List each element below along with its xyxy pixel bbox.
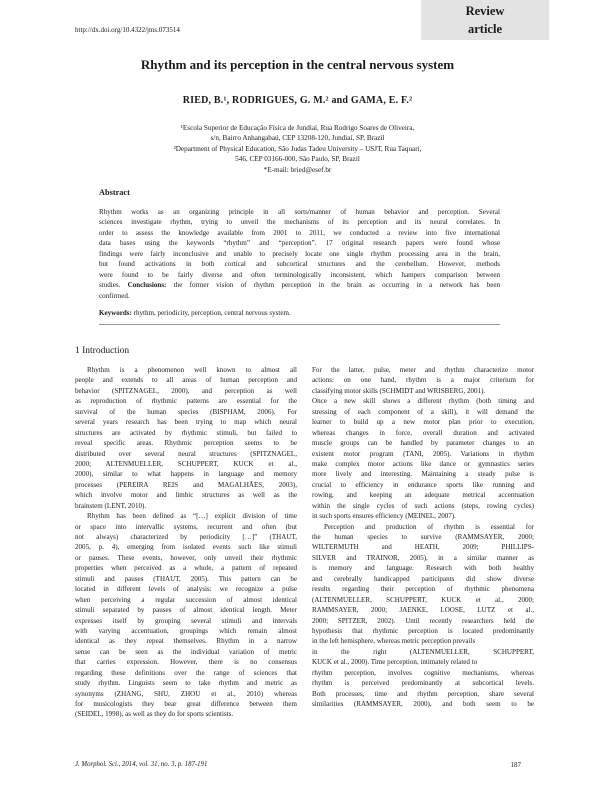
abstract-line: confirmed.	[99, 291, 130, 300]
keywords-list: rhythm, periodicity, perception, central nervous system.	[133, 309, 291, 317]
body-text-line: whereas changes in force, overall duration and activated	[312, 428, 534, 437]
body-text-line: hypothesis that rhythmic perception is located predominantly	[312, 626, 534, 635]
body-text-line: is memory and language. Research with both healthy	[312, 564, 534, 573]
body-text-line: rowing, and keeping an adequate metrical accentuation	[312, 491, 534, 500]
left-column	[75, 365, 297, 720]
body-text-line: classifying motor skills (SCHMIDT and WRISBERG, 2001).	[312, 386, 486, 395]
body-text-line: as reproduction of rhythmic patterns are essential for the	[75, 397, 297, 406]
body-text-line: not always) characterized by periodicity […]” (THAUT,	[75, 533, 297, 541]
body-text-line: (ALTENMUELLER, SCHUPPERT, KUCK et al., 2000;	[312, 595, 534, 604]
body-text-line: and cerebrally handicapped participants did show diverse	[312, 574, 534, 583]
body-text-line: make complex motor actions like dance or gymnastics series	[312, 459, 534, 468]
body-text-line: which involve motor and limbic structures as well as the	[75, 491, 297, 500]
affiliation-line: ²Department of Physical Education, São Judas Tadeu University – USJT, Rua Taquari,	[173, 144, 422, 153]
body-text-line: within the single cycles of such actions (steps, rowing cycles)	[312, 501, 534, 510]
doi[interactable]: http://dx.doi.org/10.4322/jms.073514	[75, 26, 180, 34]
abstract-line: data bases using the keywords “rhythm” and “perception”. 17 original research papers were found whose	[99, 239, 500, 248]
body-text-line: that carries expression. However, there is no consensus	[75, 658, 297, 667]
body-text-line: existent motor program (TANI, 2005). Variations in rhythm	[312, 449, 534, 458]
abstract-body	[99, 207, 500, 301]
body-text-line: behavior (SPITZNAGEL, 2000), and perception as well	[75, 386, 297, 395]
body-text-line: for musicologists they bear great difference between them	[75, 700, 297, 708]
body-text-line: learner to build up a new motor plan prior to execution,	[312, 418, 534, 427]
body-text-line: survival of the human species (BISPHAM, 2006). For	[75, 407, 297, 416]
affiliation-line: 546, CEP 03166-000, São Paulo, SP, Brazil	[235, 155, 360, 164]
body-text-line: RAMMSAYER, 2000; JAENKE, LOOSE, LUTZ et al.,	[312, 606, 534, 615]
body-text-line: several years research has been trying to map which neural	[75, 418, 297, 427]
body-text-line: when perceiving a regular succession of almost identical	[75, 595, 297, 604]
footer-citation: J. Morphol. Sci., 2014, vol. 31, no. 3, p. 187-191	[75, 761, 208, 768]
body-text-line: people and extends to all areas of human perception and	[75, 376, 297, 385]
keywords	[99, 309, 291, 317]
article-type-line-2: article	[467, 22, 502, 36]
body-text-line: SILVER and TRAINOR, 2005), in a similar manner as	[312, 553, 534, 562]
body-text-line: synonyms (ZHANG, SHU, ZHOU et al., 2010) whereas	[75, 689, 297, 698]
abstract-line: order to assess the knowledge available from 2001 to 2011, we conducted a review into five international	[99, 228, 500, 237]
body-text-line: processes (PEREIRA REIS and MAGALHÃES, 2003),	[75, 480, 297, 489]
body-text-line: 2000; ALTENMUELLER, SCHUPPERT, KUCK et al.,	[75, 459, 297, 468]
affiliation-line: ¹Escola Superior de Educação Física de Jundiaí, Rua Rodrigo Soares de Oliveira,	[180, 124, 415, 132]
keywords-label: Keywords:	[99, 309, 132, 317]
body-text-line: Once a new skill shows a different rhythm (both timing and	[312, 397, 534, 406]
body-text-line: Rhythm is a phenomenon well known to almost all	[87, 366, 297, 374]
article-title: Rhythm and its perception in the central nervous system	[140, 57, 455, 72]
right-column	[312, 365, 534, 709]
body-text-line: with varying accentuation, groupings which remain almost	[75, 626, 297, 635]
body-text-line: or space into intervallic systems, recurrent and often (but	[75, 522, 297, 531]
abstract-line: but found activations in both cortical and subcortical structures and the cerebellum. However, methods	[99, 260, 500, 269]
body-text-line: sense can be seen as the individual variation of metric	[75, 647, 297, 656]
body-text-line: Both processes, time and rhythm perception, share several	[312, 689, 534, 698]
body-text-line: expresses itself by grouping several stimuli and intervals	[75, 616, 297, 625]
body-text-line: KUCK et al., 2000). Time perception, intimately related to	[312, 658, 478, 667]
abstract-line: sciences investigate rhythm, trying to unveil the mechanisms of its perception and its neural correlates. In	[99, 218, 500, 227]
body-text-line: 2000; SPITZER, 2002). Until recently researchers held the	[312, 616, 534, 625]
body-text-line: For the latter, pulse, meter and rhythm characterize motor	[312, 366, 534, 374]
article-type-line-1: Review	[465, 4, 505, 18]
body-text-line: located in different levels of analysis: we recognize a pulse	[75, 585, 297, 594]
body-text-line: more lively and interesting. Maintaining a steady pulse is	[312, 470, 534, 479]
abstract-line: were found to be fairly diverse and often terminologically inconsistent, which hampers comparison between	[99, 270, 500, 279]
section-divider	[99, 324, 500, 325]
body-text-line: rhythm perception, involves cognitive mechanisms, whereas	[312, 668, 534, 677]
body-text-line: regarding these definitions over the range of sciences that	[75, 668, 297, 677]
body-text-line: study rhythm. Linguists seem to take rhythm and metric as	[75, 679, 297, 688]
body-text-line: in the right (ALTENMUELLER, SCHUPPERT,	[312, 647, 534, 656]
body-text-line: stimuli separated by pauses of almost identical length. Meter	[75, 606, 297, 615]
section-title: 1 Introduction	[75, 346, 130, 356]
body-text-line: distributed over several neural structures (SPITZNAGEL,	[75, 449, 297, 458]
body-text-line: results regarding their perception of rhythmic phenomena	[312, 585, 534, 594]
body-text-line: 2000), similar to what happens in language and memory	[75, 470, 297, 479]
body-text-line: in the left hemisphere, whereas metric perception prevails	[312, 637, 476, 646]
article-type-badge	[421, 0, 549, 40]
body-text-line: or pauses. These events, however, only unveil their rhythmic	[75, 553, 297, 562]
abstract-line: Rhythm works as an organizing principle in all sorts/manner of human behavior and perception. Several	[99, 208, 500, 216]
body-text-line: stressing of each component of a skill), it will demand the	[312, 407, 534, 416]
body-text-line: the human species to survive (RAMMSAYER, 2000;	[312, 533, 534, 541]
body-text-line: muscle groups can be handled by parameter changes to an	[312, 439, 534, 448]
body-text-line: in such sports ensures efficiency (MEINEL, 2007).	[312, 512, 456, 521]
authors: RIED, B.¹, RODRIGUES, G. M.² and GAMA, E. F.²	[182, 95, 413, 106]
body-text-line: Perception and production of rhythm is essential for	[324, 522, 534, 531]
body-text-line: Rhythm has been defined as “[…] explicit division of time	[87, 512, 297, 521]
body-text-line: brainstem (LENT, 2010).	[75, 501, 147, 510]
body-text-line: structures are activated by rhythmic stimuli, but failed to	[75, 428, 297, 437]
body-text-line: properties when perceived as a whole, a pattern of repeated	[75, 564, 297, 573]
affiliations	[120, 123, 475, 175]
affiliation-line: s/n, Bairro Anhangabaú, CEP 13208-120, Jundiaí, SP, Brazil	[210, 134, 385, 143]
abstract-heading: Abstract	[99, 188, 130, 197]
body-text-line: rhythm is perceived predominantly at subcortical levels.	[312, 679, 534, 688]
page-number: 187	[510, 761, 521, 769]
body-text-line: WILTERMUTH and HEATH, 2009; PHILLIPS-	[312, 543, 534, 552]
abstract-line: findings were fairly inconclusive and unable to precisely locate one single rhythm processing area in the brain,	[99, 249, 500, 258]
body-text-line: 2005, p. 4), emerging from isolated events such like stimuli	[75, 543, 297, 552]
body-text-line: stimuli and pauses (THAUT, 2005). This pattern can be	[75, 574, 297, 583]
body-text-line: identical as they repeat themselves. Rhythm in a narrow	[75, 637, 297, 646]
body-text-line: reveal specific areas. Rhythmic perception seems to be	[75, 439, 297, 448]
author-email[interactable]: *E-mail: bried@esef.br	[263, 165, 332, 174]
body-text-line: (SEIDEL, 1998), as well as they do for sports scientists.	[75, 710, 234, 719]
body-text-line: crucial to efficiency in endurance sports like running and	[312, 480, 534, 489]
abstract-line: studies. Conclusions: the former vision of rhythm perception in the brain as occurring in a network has been	[99, 281, 500, 290]
body-text-line: similarities (RAMMSAYER, 2000), and both seem to be	[312, 700, 534, 708]
body-text-line: actions: on one hand, rhythm is a major criterium for	[312, 376, 534, 385]
